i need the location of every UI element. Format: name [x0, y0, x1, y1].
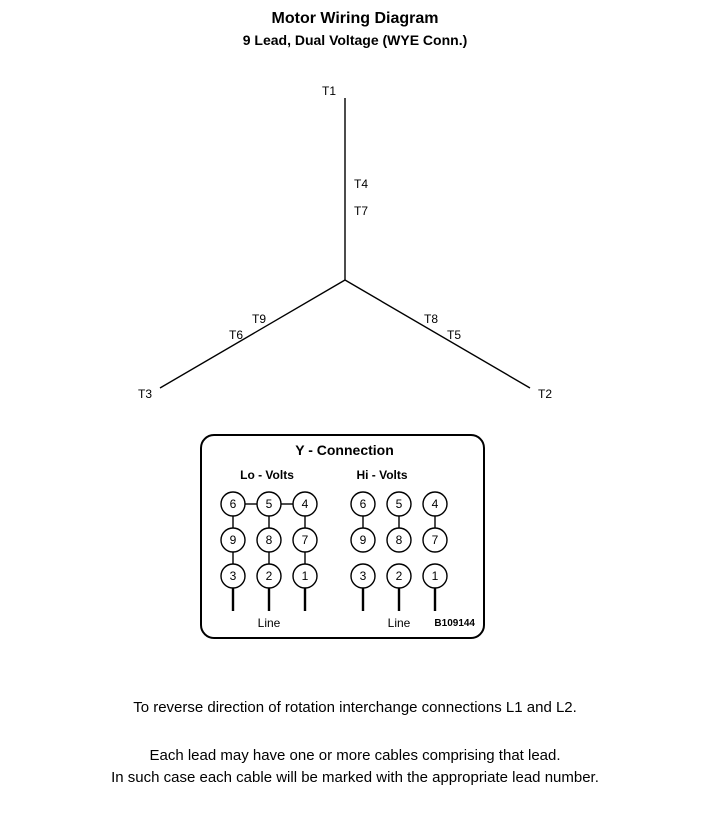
hi-terminal-2-label: 2	[395, 569, 403, 584]
lo-terminal-4-label: 4	[301, 497, 309, 512]
lo-terminal-6-label: 6	[229, 497, 237, 512]
note-line-2: Each lead may have one or more cables comprising that lead.	[149, 747, 561, 764]
hi-line-label: Line	[387, 616, 411, 630]
lo-volts-subtitle: Lo - Volts	[240, 468, 294, 482]
hi-terminal-7-label: 7	[431, 533, 439, 548]
title-block	[0, 8, 710, 50]
lo-line-label: Line	[257, 616, 281, 630]
note-line-1: To reverse direction of rotation interchange connections L1 and L2.	[133, 699, 577, 716]
lead-label-t7: T7	[354, 204, 369, 218]
hi-terminal-9-label: 9	[359, 533, 367, 548]
page-subtitle: 9 Lead, Dual Voltage (WYE Conn.)	[242, 32, 468, 48]
lead-label-t5: T5	[447, 328, 462, 342]
lo-volts-terminal-group	[215, 486, 335, 631]
lo-terminal-5-label: 5	[265, 497, 273, 512]
lead-label-t6: T6	[228, 328, 243, 342]
note-line-3: In such case each cable will be marked with the appropriate lead number.	[111, 769, 599, 786]
lead-label-t4: T4	[354, 177, 369, 191]
lo-terminal-7-label: 7	[301, 533, 309, 548]
connection-box-title: Y - Connection	[295, 442, 394, 458]
lo-terminal-1-label: 1	[301, 569, 309, 584]
hi-terminal-4-label: 4	[431, 497, 439, 512]
connection-box	[200, 434, 485, 639]
page-title: Motor Wiring Diagram	[271, 10, 439, 27]
lo-terminal-9-label: 9	[229, 533, 237, 548]
hi-terminal-8-label: 8	[395, 533, 403, 548]
note-reverse-rotation	[0, 697, 710, 719]
wye-leg-left	[160, 280, 345, 388]
lead-label-t1: T1	[321, 84, 336, 98]
part-code: B109144	[434, 618, 475, 629]
lo-terminal-3-label: 3	[229, 569, 237, 584]
wye-leg-right	[345, 280, 530, 388]
lo-terminal-2-label: 2	[265, 569, 273, 584]
hi-terminal-1-label: 1	[431, 569, 439, 584]
lead-label-t8: T8	[423, 312, 438, 326]
lead-label-t3: T3	[137, 387, 152, 401]
lo-terminal-8-label: 8	[265, 533, 273, 548]
hi-volts-subtitle: Hi - Volts	[356, 468, 408, 482]
wye-connection-schematic	[0, 80, 710, 410]
note-lead-cables	[0, 745, 710, 789]
lead-label-t2: T2	[538, 387, 553, 401]
hi-terminal-3-label: 3	[359, 569, 367, 584]
hi-volts-terminal-group	[345, 486, 465, 631]
hi-terminal-5-label: 5	[395, 497, 403, 512]
hi-terminal-6-label: 6	[359, 497, 367, 512]
lead-label-t9: T9	[252, 312, 267, 326]
